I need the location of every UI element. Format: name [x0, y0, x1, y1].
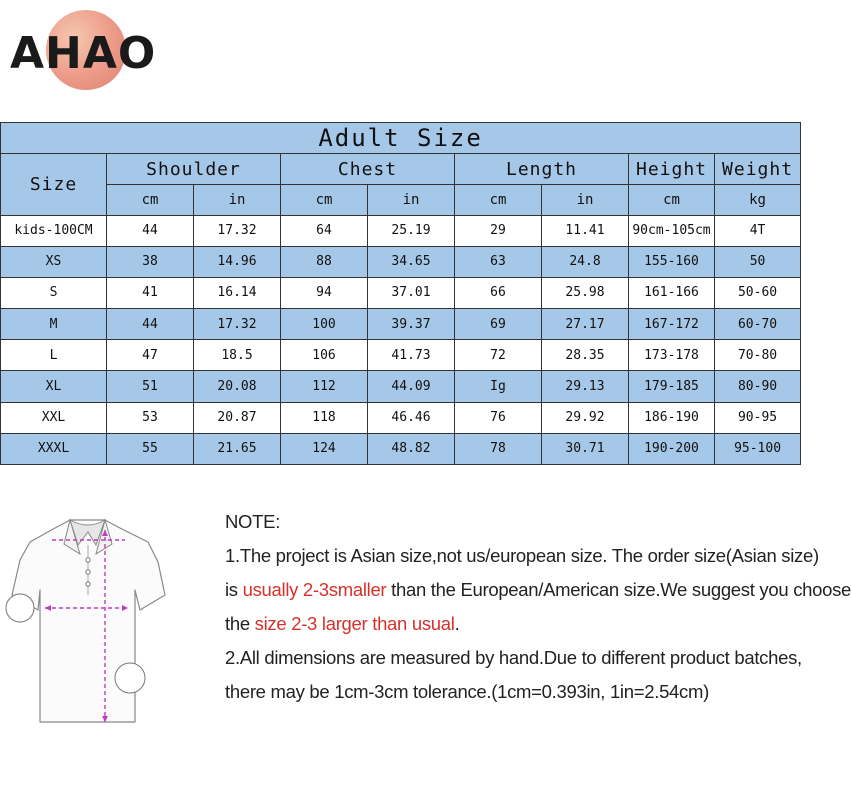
table-cell: 106	[281, 340, 368, 371]
table-cell: 29.92	[542, 402, 629, 433]
note-text: .	[454, 613, 460, 634]
polo-shirt-measure-icon	[0, 500, 215, 745]
table-cell: 90cm-105cm	[629, 215, 715, 246]
table-cell: 124	[281, 433, 368, 464]
table-row	[1, 371, 801, 402]
unit-cell: in	[194, 185, 281, 215]
table-cell: 38	[107, 246, 194, 277]
table-cell: 17.32	[194, 309, 281, 340]
size-label-cell: XXXL	[1, 433, 107, 464]
table-cell: 50-60	[715, 277, 801, 308]
size-label-cell: XL	[1, 371, 107, 402]
table-cell: 21.65	[194, 433, 281, 464]
table-cell: 51	[107, 371, 194, 402]
table-cell: 64	[281, 215, 368, 246]
note-line-2	[225, 573, 851, 607]
table-cell: 95-100	[715, 433, 801, 464]
unit-cell: cm	[629, 185, 715, 215]
table-cell: 80-90	[715, 371, 801, 402]
height-header: Height	[629, 154, 715, 185]
table-cell: 173-178	[629, 340, 715, 371]
table-body	[1, 215, 801, 464]
size-chart-table	[0, 122, 801, 465]
table-cell: 47	[107, 340, 194, 371]
table-cell: 11.41	[542, 215, 629, 246]
unit-cell: in	[542, 185, 629, 215]
note-text: than the European/American size.We suggest you choose	[386, 579, 851, 600]
table-cell: 29.13	[542, 371, 629, 402]
table-cell: 20.08	[194, 371, 281, 402]
table-cell: 44.09	[368, 371, 455, 402]
note-text: the	[225, 613, 255, 634]
table-cell: 88	[281, 246, 368, 277]
logo-text: AHAO	[10, 28, 157, 79]
unit-cell: cm	[107, 185, 194, 215]
table-cell: 179-185	[629, 371, 715, 402]
table-cell: 39.37	[368, 309, 455, 340]
table-cell: 66	[455, 277, 542, 308]
table-cell: 29	[455, 215, 542, 246]
size-label-cell: kids-100CM	[1, 215, 107, 246]
table-cell: 94	[281, 277, 368, 308]
table-row	[1, 402, 801, 433]
table-title: Adult Size	[1, 123, 801, 154]
chest-header: Chest	[281, 154, 455, 185]
table-cell: 30.71	[542, 433, 629, 464]
table-cell: 72	[455, 340, 542, 371]
table-cell: 155-160	[629, 246, 715, 277]
note-line-3	[225, 607, 800, 641]
table-cell: 27.17	[542, 309, 629, 340]
size-notes	[225, 505, 851, 709]
unit-cell: kg	[715, 185, 801, 215]
weight-header: Weight	[715, 154, 801, 185]
note-line-5: there may be 1cm-3cm tolerance.(1cm=0.393in, 1in=2.54cm)	[225, 681, 709, 702]
table-cell: 69	[455, 309, 542, 340]
table-row	[1, 246, 801, 277]
table-cell: 55	[107, 433, 194, 464]
table-cell: 90-95	[715, 402, 801, 433]
table-cell: 4T	[715, 215, 801, 246]
table-cell: 34.65	[368, 246, 455, 277]
shoulder-header: Shoulder	[107, 154, 281, 185]
table-cell: 41.73	[368, 340, 455, 371]
size-label-cell: XS	[1, 246, 107, 277]
unit-cell: in	[368, 185, 455, 215]
table-row	[1, 340, 801, 371]
table-row	[1, 277, 801, 308]
length-header: Length	[455, 154, 629, 185]
table-cell: 17.32	[194, 215, 281, 246]
unit-cell: cm	[281, 185, 368, 215]
table-cell: 18.5	[194, 340, 281, 371]
table-cell: 112	[281, 371, 368, 402]
unit-cell: cm	[455, 185, 542, 215]
table-cell: 46.46	[368, 402, 455, 433]
note-highlight: size 2-3 larger than usual	[254, 613, 455, 634]
table-cell: 167-172	[629, 309, 715, 340]
table-cell: 63	[455, 246, 542, 277]
table-cell: 44	[107, 309, 194, 340]
table-cell: 14.96	[194, 246, 281, 277]
table-cell: 60-70	[715, 309, 801, 340]
table-row	[1, 215, 801, 246]
table-cell: 20.87	[194, 402, 281, 433]
table-cell: 70-80	[715, 340, 801, 371]
table-cell: 24.8	[542, 246, 629, 277]
note-line-1: 1.The project is Asian size,not us/european size. The order size(Asian size)	[225, 545, 819, 566]
table-cell: 16.14	[194, 277, 281, 308]
table-cell: 161-166	[629, 277, 715, 308]
size-label-cell: L	[1, 340, 107, 371]
table-cell: 41	[107, 277, 194, 308]
table-cell: 37.01	[368, 277, 455, 308]
note-line-4: 2.All dimensions are measured by hand.Due to different product batches,	[225, 647, 802, 668]
table-cell: 190-200	[629, 433, 715, 464]
table-cell: 25.19	[368, 215, 455, 246]
size-header: Size	[1, 154, 107, 215]
brand-logo	[10, 8, 157, 92]
table-cell: 78	[455, 433, 542, 464]
table-cell: 76	[455, 402, 542, 433]
table-cell: 44	[107, 215, 194, 246]
table-cell: 53	[107, 402, 194, 433]
note-heading: NOTE:	[225, 511, 281, 532]
table-cell: 186-190	[629, 402, 715, 433]
size-label-cell: M	[1, 309, 107, 340]
table-cell: 50	[715, 246, 801, 277]
table-row	[1, 433, 801, 464]
size-label-cell: XXL	[1, 402, 107, 433]
table-cell: 48.82	[368, 433, 455, 464]
size-label-cell: S	[1, 277, 107, 308]
table-cell: 28.35	[542, 340, 629, 371]
table-cell: 118	[281, 402, 368, 433]
note-text: is	[225, 579, 243, 600]
table-cell: 100	[281, 309, 368, 340]
note-highlight: usually 2-3smaller	[242, 579, 387, 600]
table-row	[1, 309, 801, 340]
table-cell: 25.98	[542, 277, 629, 308]
table-cell: Ig	[455, 371, 542, 402]
